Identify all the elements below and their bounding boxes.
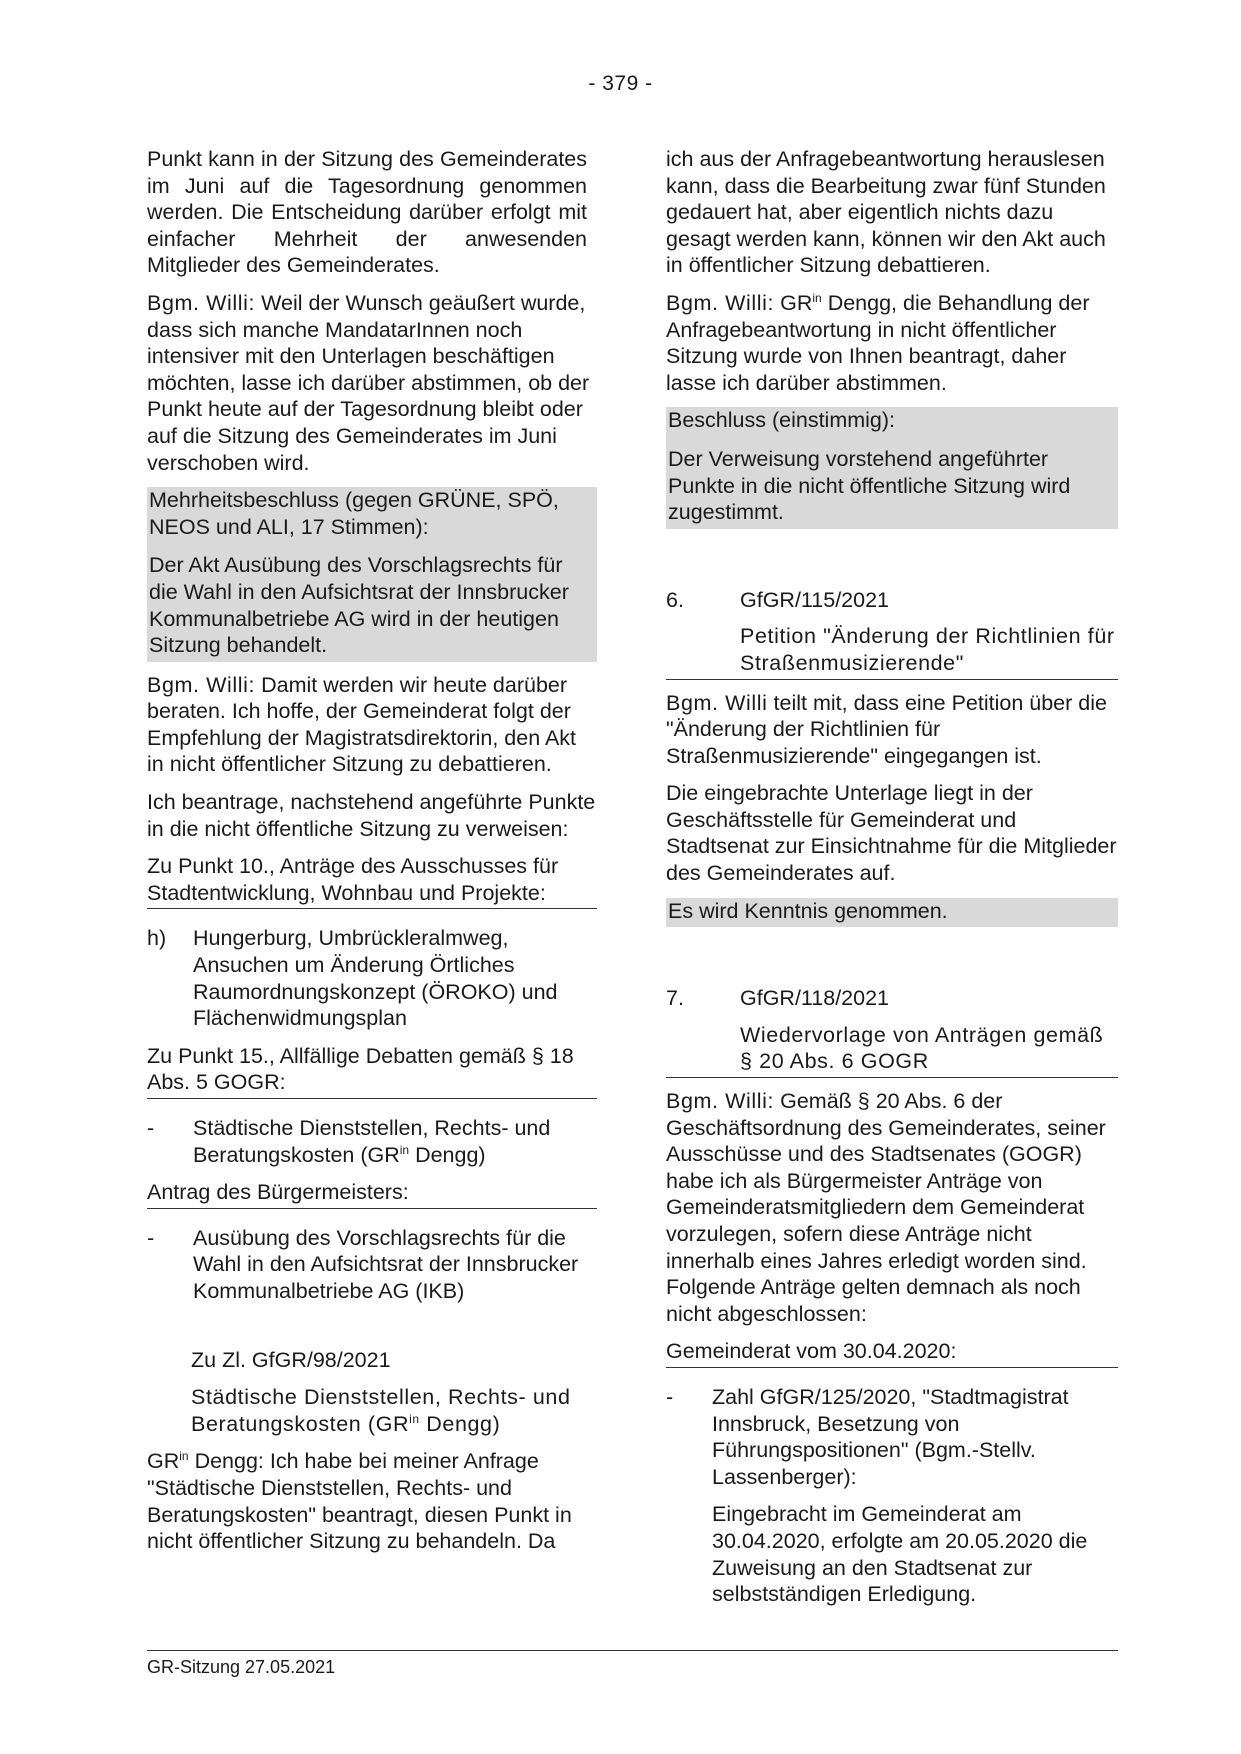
list-item <box>147 1115 597 1168</box>
speech-text: Gemäß § 20 Abs. 6 der Geschäftsordnung des Gemeinderates, seiner Ausschüsse und des Stadtsenates (GOGR) habe ich als Bürgermeister Anträge von Gemeinderatsmitgliedern dem Gemeinderat vorzulegen, sofern diese Anträge nicht innerhalb eines Jahres erledigt worden sind. Folgende Anträge gelten demnach als noch nicht abgeschlossen: <box>666 1089 1106 1326</box>
speech-text: teilt mit, dass eine Petition über die "Änderung der Richtlinien für Straßenmusizierende" eingegangen ist. <box>666 690 1107 768</box>
list-text: Zahl GfGR/125/2020, "Stadtmagistrat Innsbruck, Besetzung von Führungspositionen" (Bgm.-Stellv. Lassenberger): <box>712 1384 1069 1489</box>
paragraph <box>666 690 1118 770</box>
list-marker: - <box>666 1384 674 1409</box>
speaker: Bgm. Willi: <box>666 1089 775 1114</box>
list-marker: h) <box>147 926 167 951</box>
resolution-text: Der Verweisung vorstehend angeführter Punkte in die nicht öffentliche Sitzung wird zugestimmt. <box>666 437 1118 529</box>
agenda-item-6 <box>666 587 1118 614</box>
resolution-block <box>666 407 1118 528</box>
speech-text: Weil der Wunsch geäußert wurde, dass sich manche MandatarInnen noch intensiver mit den Unterlagen beschäftigen möchten, lasse ich darüber abstimmen, ob der Punkt heute auf der Tagesordnung bleibt oder auf die Sitzung des Gemeinderates im Juni verschoben wird. <box>147 290 590 475</box>
speaker: GR <box>147 1449 180 1474</box>
paragraph: Bgm. Willi: $GR^{in}$ Dengg, die Behandlung der Anfragebeantwortung in nicht öffentlicher Sitzung wurde von Ihnen beantragt, daher lasse ich darüber abstimmen. <box>666 290 1090 395</box>
list-text: Hungerburg, Umbrückleralmweg, Ansuchen um Änderung Örtliches Raumordnungskonzept (ÖROKO) und Flächenwidmungsplan <box>193 926 558 1031</box>
list-item <box>666 1384 1118 1490</box>
resolution-text: Der Akt Ausübung des Vorschlagsrechts für die Wahl in den Aufsichtsrat der Innsbrucker Kommunalbetriebe AG wird in der heutigen Sitzung behandelt. <box>147 543 597 661</box>
paragraph: ich aus der Anfragebeantwortung herauslesen kann, dass die Bearbeitung zwar fünf Stunden gedauert hat, aber eigentlich nichts dazu gesagt werden kann, können wir den Akt auch in öffentlicher Sitzung debattieren. <box>666 147 1106 278</box>
agenda-item-7 <box>666 985 1118 1012</box>
speaker: Bgm. Willi: <box>147 672 256 697</box>
speech-text: Damit werden wir heute darüber beraten. Ich hoffe, der Gemeinderat folgt der Empfehlung der Magistratsdirektorin, den Akt in nicht öffentlicher Sitzung zu debattieren. <box>147 672 577 777</box>
list-text: Ausübung des Vorschlagsrechts für die Wahl in den Aufsichtsrat der Innsbrucker Kommunalbetriebe AG (IKB) <box>193 1225 579 1303</box>
page-footer: GR-Sitzung 27.05.2021 <box>147 1650 1118 1678</box>
agenda-number: 7. <box>666 986 684 1011</box>
paragraph: Punkt kann in der Sitzung des Gemeinderates im Juni auf die Tagesordnung genommen werden. Die Entscheidung darüber erfolgt mit einfacher Mehrheit der anwesenden Mitglieder des Gemeinderates. <box>147 147 587 278</box>
divider <box>666 1075 1118 1078</box>
divider <box>666 677 1118 680</box>
agenda-title: Petition "Änderung der Richtlinien für Straßenmusizierende" <box>740 624 1115 675</box>
left-column <box>147 146 597 1566</box>
page-number: - 379 - <box>588 72 653 95</box>
speaker: Bgm. Willi <box>666 690 768 715</box>
reference-title: Städtische Dienststellen, Rechts- und Beratungskosten ($GR^{in}$ Dengg) <box>191 1385 571 1436</box>
paragraph: Die eingebrachte Unterlage liegt in der Geschäftsstelle für Gemeinderat und Stadtsenat zur Einsichtnahme für die Mitglieder des Gemeinderates auf. <box>666 781 1117 886</box>
agenda-code: GfGR/118/2021 <box>740 986 889 1011</box>
section-heading: Zu Punkt 10., Anträge des Ausschusses für Stadtentwicklung, Wohnbau und Projekte: <box>147 853 597 909</box>
paragraph <box>666 1088 1118 1327</box>
paragraph: $GR^{in}$ Dengg: Ich habe bei meiner Anfrage "Städtische Dienststellen, Rechts- und Beratungskosten" beantragt, diesen Punkt in nicht öffentlicher Sitzung zu behandeln. Da <box>147 1449 572 1554</box>
list-item <box>147 1225 597 1305</box>
resolution-block <box>147 487 597 662</box>
list-marker: - <box>147 1116 155 1140</box>
speech-text: Dengg: Ich habe bei meiner Anfrage "Städtische Dienststellen, Rechts- und Beratungskosten" beantragt, diesen Punkt in nicht öffentlicher Sitzung zu behandeln. Da <box>147 1449 572 1554</box>
agenda-title: Wiedervorlage von Anträgen gemäß § 20 Abs. 6 GOGR <box>740 1022 1104 1074</box>
paragraph <box>147 290 597 476</box>
right-column <box>666 146 1118 1619</box>
reference-block <box>191 1347 597 1438</box>
list-text: Städtische Dienststellen, Rechts- und Beratungskosten ($GR^{in}$ Dengg) <box>193 1116 551 1167</box>
resolution-heading: Mehrheitsbeschluss (gegen GRÜNE, SPÖ, NEOS und ALI, 17 Stimmen): <box>147 487 597 543</box>
agenda-code: GfGR/115/2021 <box>740 587 889 612</box>
resolution-heading: Beschluss (einstimmig): <box>666 407 1118 437</box>
resolution-text: Es wird Kenntnis genommen. <box>666 898 1118 928</box>
section-heading: Antrag des Bürgermeisters: <box>147 1179 597 1209</box>
section-heading: Zu Punkt 15., Allfällige Debatten gemäß § 18 Abs. 5 GOGR: <box>147 1043 597 1099</box>
list-detail: Eingebracht im Gemeinderat am 30.04.2020, erfolgte am 20.05.2020 die Zuweisung an den Stadtsenat zur selbstständigen Erledigung. <box>712 1502 1088 1607</box>
paragraph: Ich beantrage, nachstehend angeführte Punkte in die nicht öffentliche Sitzung zu verweisen: <box>147 790 596 841</box>
speaker: Bgm. Willi: <box>147 290 256 315</box>
reference-line: Zu Zl. GfGR/98/2021 <box>191 1347 391 1372</box>
speech-text: Dengg, die Behandlung der Anfragebeantwortung in nicht öffentlicher Sitzung wurde von Ihnen beantragt, daher lasse ich darüber abstimmen. <box>666 290 1090 395</box>
speaker: Bgm. Willi: <box>666 290 775 315</box>
paragraph <box>147 672 597 778</box>
section-heading: Gemeinderat vom 30.04.2020: <box>666 1338 1118 1368</box>
agenda-number: 6. <box>666 587 684 612</box>
list-item <box>147 925 597 1031</box>
list-marker: - <box>147 1225 155 1250</box>
